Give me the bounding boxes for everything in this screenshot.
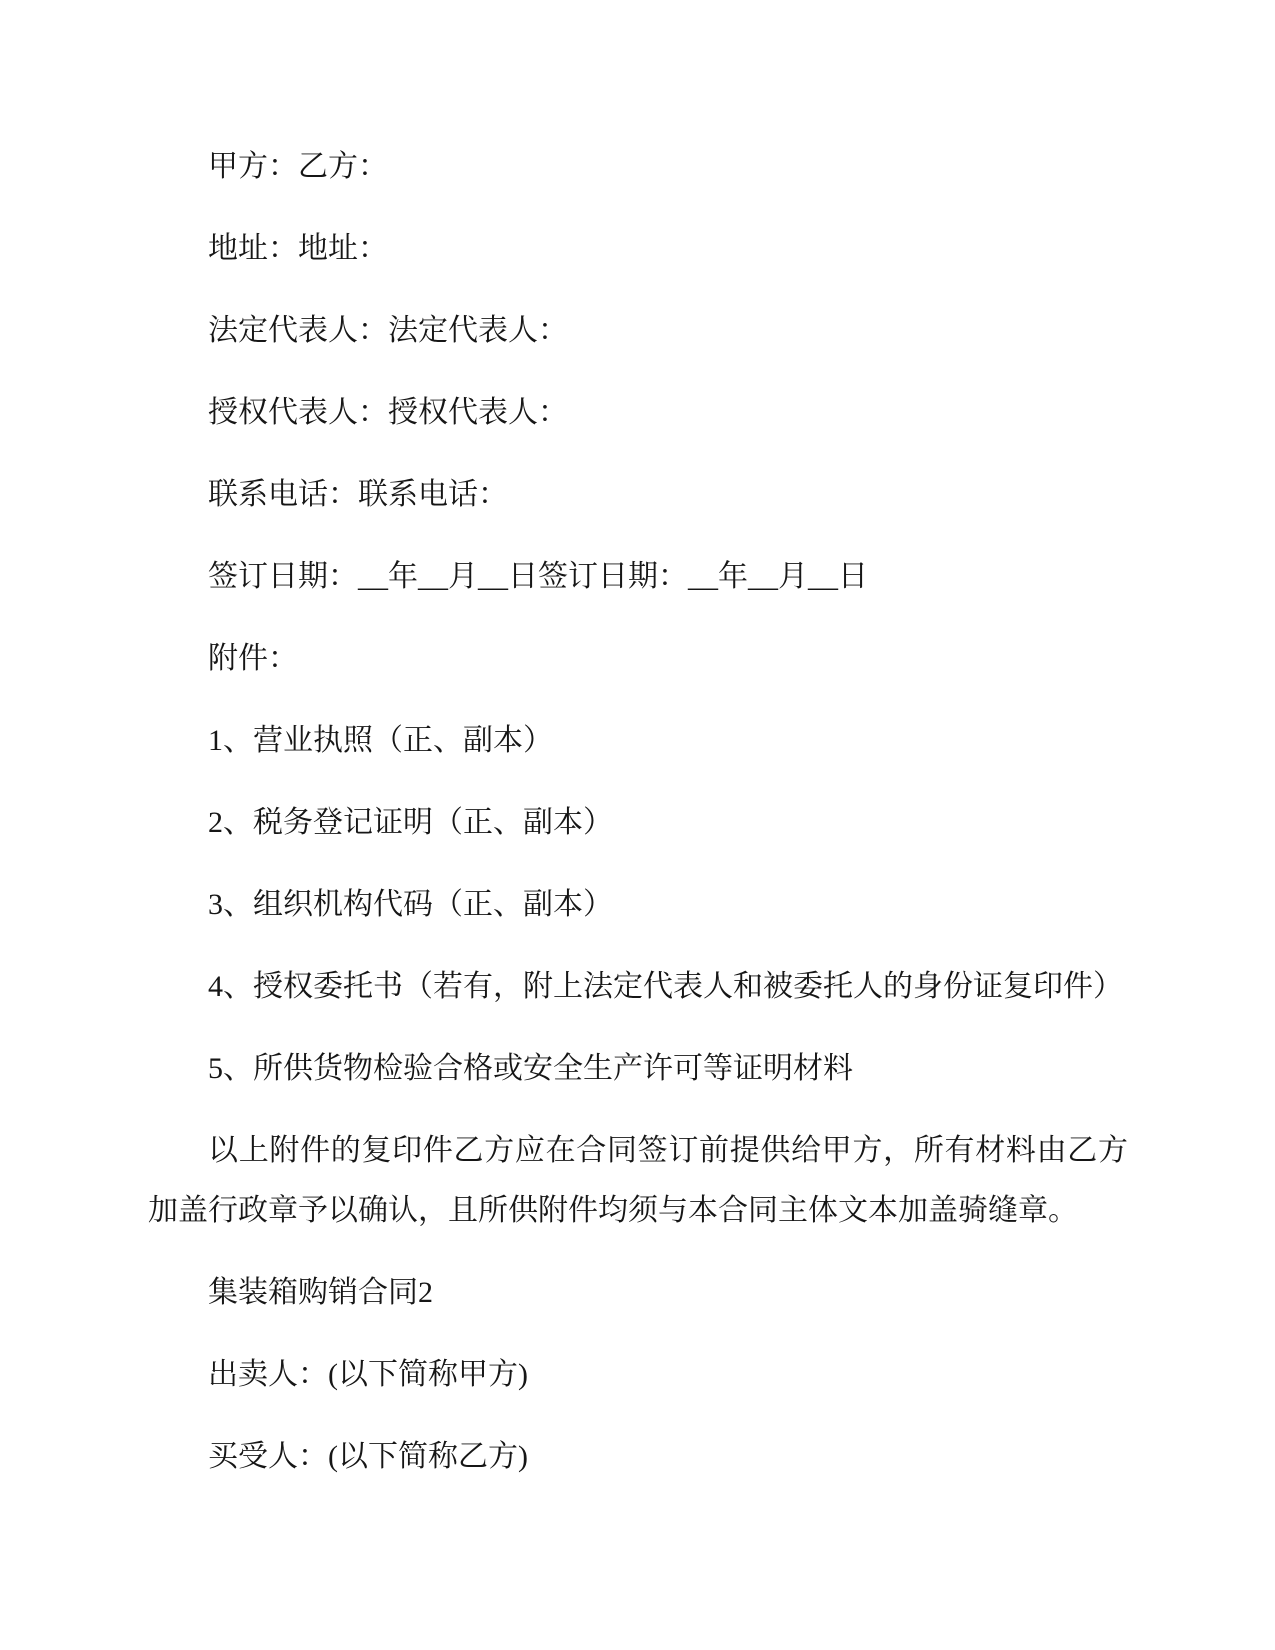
address-line: 地址：地址： [208, 232, 388, 265]
legal-representative-line: 法定代表人：法定代表人： [208, 314, 568, 347]
attachment-item-5: 5、所供货物检验合格或安全生产许可等证明材料 [208, 1052, 853, 1085]
attachment-item-3: 3、组织机构代码（正、副本） [208, 888, 613, 921]
attachments-heading: 附件： [208, 642, 298, 675]
seller-line: 出卖人：(以下简称甲方) [208, 1358, 528, 1391]
signing-date-line: 签订日期：__年__月__日签订日期：__年__月__日 [208, 560, 868, 593]
buyer-line: 买受人：(以下简称乙方) [208, 1440, 528, 1473]
attachments-note-paragraph: 以上附件的复印件乙方应在合同签订前提供给甲方，所有材料由乙方加盖行政章予以确认，且所供附件均须与本合同主体文本加盖骑缝章。 [148, 1134, 1128, 1227]
attachment-item-2: 2、税务登记证明（正、副本） [208, 806, 613, 839]
authorized-representative-line: 授权代表人：授权代表人： [208, 396, 568, 429]
attachment-item-4: 4、授权委托书（若有，附上法定代表人和被委托人的身份证复印件） [208, 970, 1123, 1003]
contact-phone-line: 联系电话：联系电话： [208, 478, 508, 511]
party-names-line: 甲方：乙方： [208, 150, 388, 183]
attachment-item-1: 1、营业执照（正、副本） [208, 724, 553, 757]
contract-2-title: 集装箱购销合同2 [208, 1276, 433, 1309]
